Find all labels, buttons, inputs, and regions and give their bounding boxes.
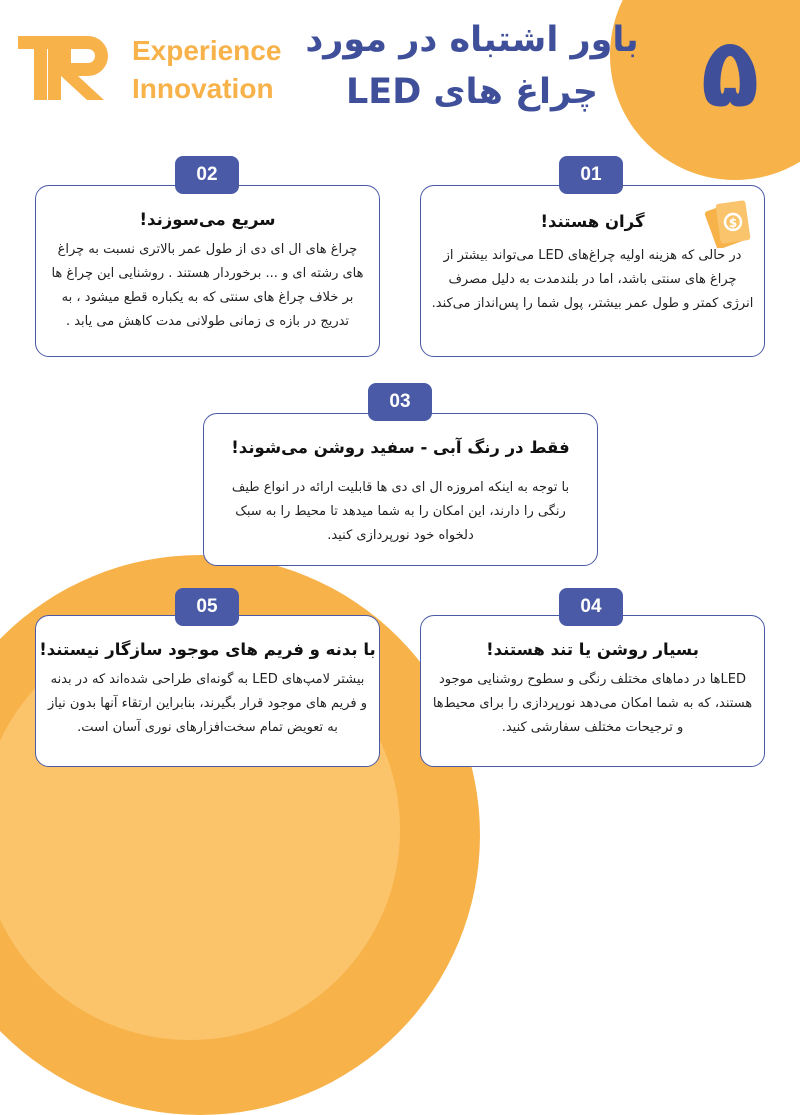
card-04	[420, 615, 765, 767]
brand-line-2: Innovation	[132, 73, 274, 104]
tr-logo-icon	[18, 30, 128, 106]
card-badge-01: 01	[559, 156, 623, 194]
page-title	[262, 14, 682, 118]
brand-name	[132, 32, 281, 108]
card-title-04: بسیار روشن یا تند هستند!	[486, 640, 699, 659]
card-badge-03: 03	[368, 383, 432, 421]
card-title-01: گران هستند!	[540, 212, 645, 231]
title-line-2: چراغ های LED	[345, 72, 599, 112]
title-line-1: باور اشتباه در مورد	[305, 20, 639, 60]
card-title-03: فقط در رنگ آبی - سفید روشن می‌شوند!	[231, 438, 570, 457]
card-badge-05: 05	[175, 588, 239, 626]
card-body-05: بیشتر لامپ‌های LED به گونه‌ای طراحی شده‌اند که در بدنه و فریم های موجود قرار بگیرند، بنابراین ارتقاء آنها بدون نیاز به تعویض تمام سخت‌افزارهای نوری آسان است.	[47, 672, 368, 735]
card-badge-04: 04	[559, 588, 623, 626]
card-03	[203, 413, 598, 566]
card-badge-02: 02	[175, 156, 239, 194]
title-number: ۵	[700, 17, 760, 129]
svg-text:$: $	[728, 216, 738, 230]
card-title-05: با بدنه و فریم های موجود سازگار نیستند!	[39, 640, 376, 659]
card-body-04: LEDها در دماهای مختلف رنگی و سطوح روشنایی موجود هستند، که به شما امکان می‌دهد نورپردازی را برای محیط‌ها و ترجیحات مختلف سفارشی کنید.	[432, 672, 753, 735]
card-05	[35, 615, 380, 767]
money-icon	[704, 196, 756, 248]
card-body-03: با توجه به اینکه امروزه ال ای دی ها قابلیت ارائه در انواع طیف رنگی را دارند، این امکان را به شما میدهد تا محیط را به سبک دلخواه خود نورپردازی کنید.	[231, 480, 570, 543]
card-title-02: سریع می‌سوزند!	[139, 210, 276, 229]
card-body-01: در حالی که هزینه اولیه چراغ‌های LED می‌تواند بیشتر از چراغ های سنتی باشد، اما در بلندمدت به دلیل مصرف انرژی کمتر و طول عمر بیشتر، پول شما را پس‌انداز می‌کند.	[431, 248, 754, 311]
card-body-02: چراغ های ال ای دی از طول عمر بالاتری نسبت به چراغ های رشته ای و ... برخوردار هستند . روشنایی این چراغ ها بر خلاف چراغ های سنتی که به یکباره قطع میشود ، به تدریج در بازه ی زمانی طولانی مدت کاهش می یابد .	[51, 242, 364, 329]
card-02	[35, 185, 380, 357]
brand-line-1: Experience	[132, 35, 282, 66]
